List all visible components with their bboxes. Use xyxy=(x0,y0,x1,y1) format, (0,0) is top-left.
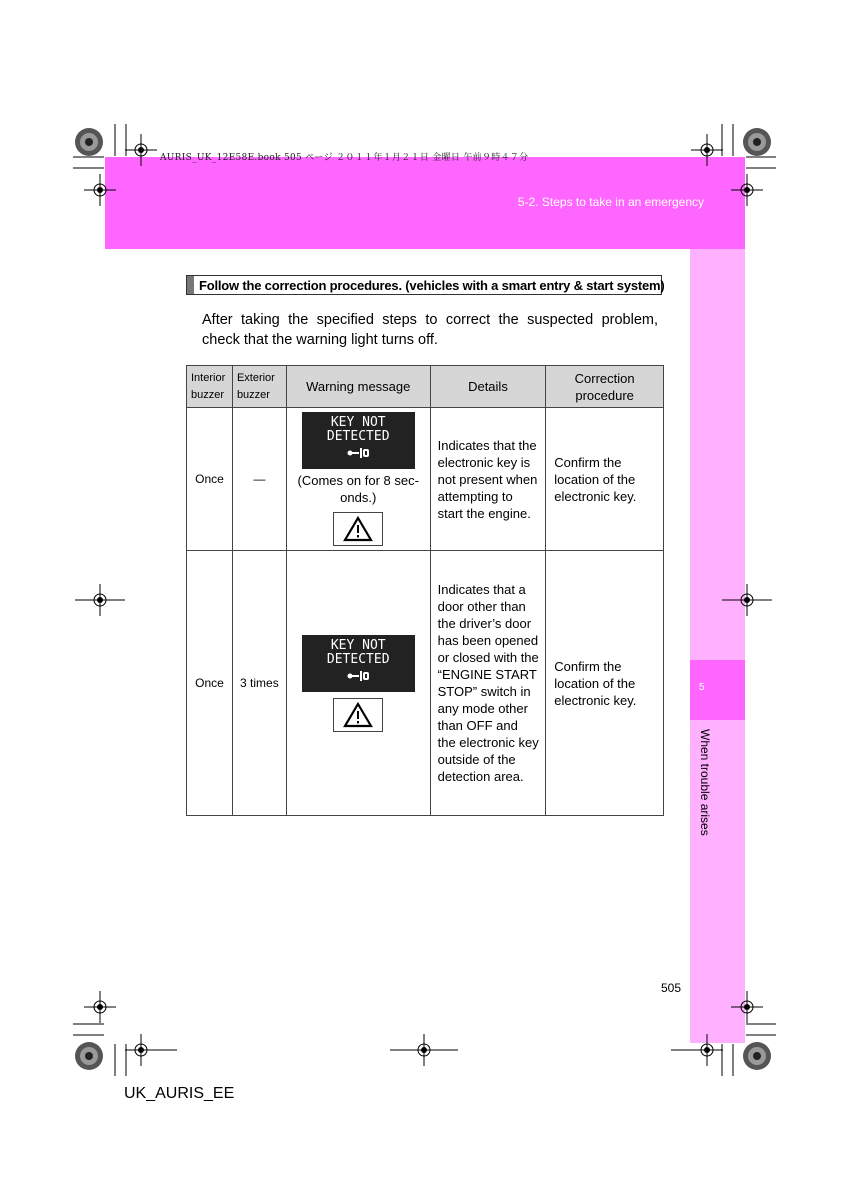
cell-exterior: 3 times xyxy=(232,551,286,816)
warning-symbol-box xyxy=(333,698,383,732)
table-header-row xyxy=(187,366,664,408)
cell-exterior: — xyxy=(232,408,286,551)
key-icon xyxy=(302,446,415,464)
display-line-2: DETECTED xyxy=(326,651,390,667)
display-line-1: KEY NOT xyxy=(330,637,386,653)
cell-correction: Confirm the location of the electronic key. xyxy=(546,408,664,551)
display-screen xyxy=(302,412,415,469)
section-label: 5-2. Steps to take in an emergency xyxy=(517,195,704,209)
table-row xyxy=(187,551,664,816)
cell-details: Indicates that the electronic key is not present when attempting to start the engine. xyxy=(430,408,546,551)
table-row xyxy=(187,408,664,551)
display-line-2: DETECTED xyxy=(326,429,390,444)
header-details: Details xyxy=(430,366,546,408)
chapter-title: When trouble arises xyxy=(698,729,712,836)
header-exterior-buzzer: Exterior buzzer xyxy=(232,366,286,408)
footer-code: UK_AURIS_EE xyxy=(124,1085,235,1102)
page-number: 505 xyxy=(661,981,682,995)
cell-interior: Once xyxy=(187,551,233,816)
chapter-number: 5 xyxy=(699,682,705,693)
heading-accent xyxy=(187,276,194,294)
cell-details: Indicates that a door other than the driver’s door has been opened or closed with the “ENGINE START STOP” switch in any mode other than OFF and the electronic key outside of the detection area. xyxy=(430,551,546,816)
key-icon xyxy=(302,669,415,687)
print-file-header: AURIS_UK_12E58E.book 505 ページ ２０１１年１月２１日 金曜日 午前９時４７分 xyxy=(160,153,529,163)
cell-interior: Once xyxy=(187,408,233,551)
cell-warning-message xyxy=(286,408,430,551)
header-correction: Correction procedure xyxy=(546,366,664,408)
warning-symbol-box xyxy=(333,512,383,546)
warning-triangle-icon xyxy=(343,702,373,728)
procedure-heading xyxy=(186,275,665,295)
chapter-side-tab xyxy=(690,249,745,1043)
header-warning-message: Warning message xyxy=(286,366,430,408)
display-screen xyxy=(302,635,415,692)
heading-text: Follow the correction procedures. (vehicles with a smart entry & start system) xyxy=(199,278,665,293)
warning-triangle-icon xyxy=(343,516,373,542)
display-line-1: KEY NOT xyxy=(330,415,386,430)
cell-warning-message xyxy=(286,551,430,816)
warning-table xyxy=(186,365,664,816)
intro-paragraph: After taking the specified steps to correct the suspected problem, check that the warning light turns off. xyxy=(202,312,658,348)
duration-note: (Comes on for 8 sec-onds.) xyxy=(297,473,419,505)
cell-correction: Confirm the location of the electronic key. xyxy=(546,551,664,816)
header-interior-buzzer: Interior buzzer xyxy=(187,366,233,408)
chapter-number-box xyxy=(690,660,745,720)
chapter-header-band xyxy=(105,157,745,249)
